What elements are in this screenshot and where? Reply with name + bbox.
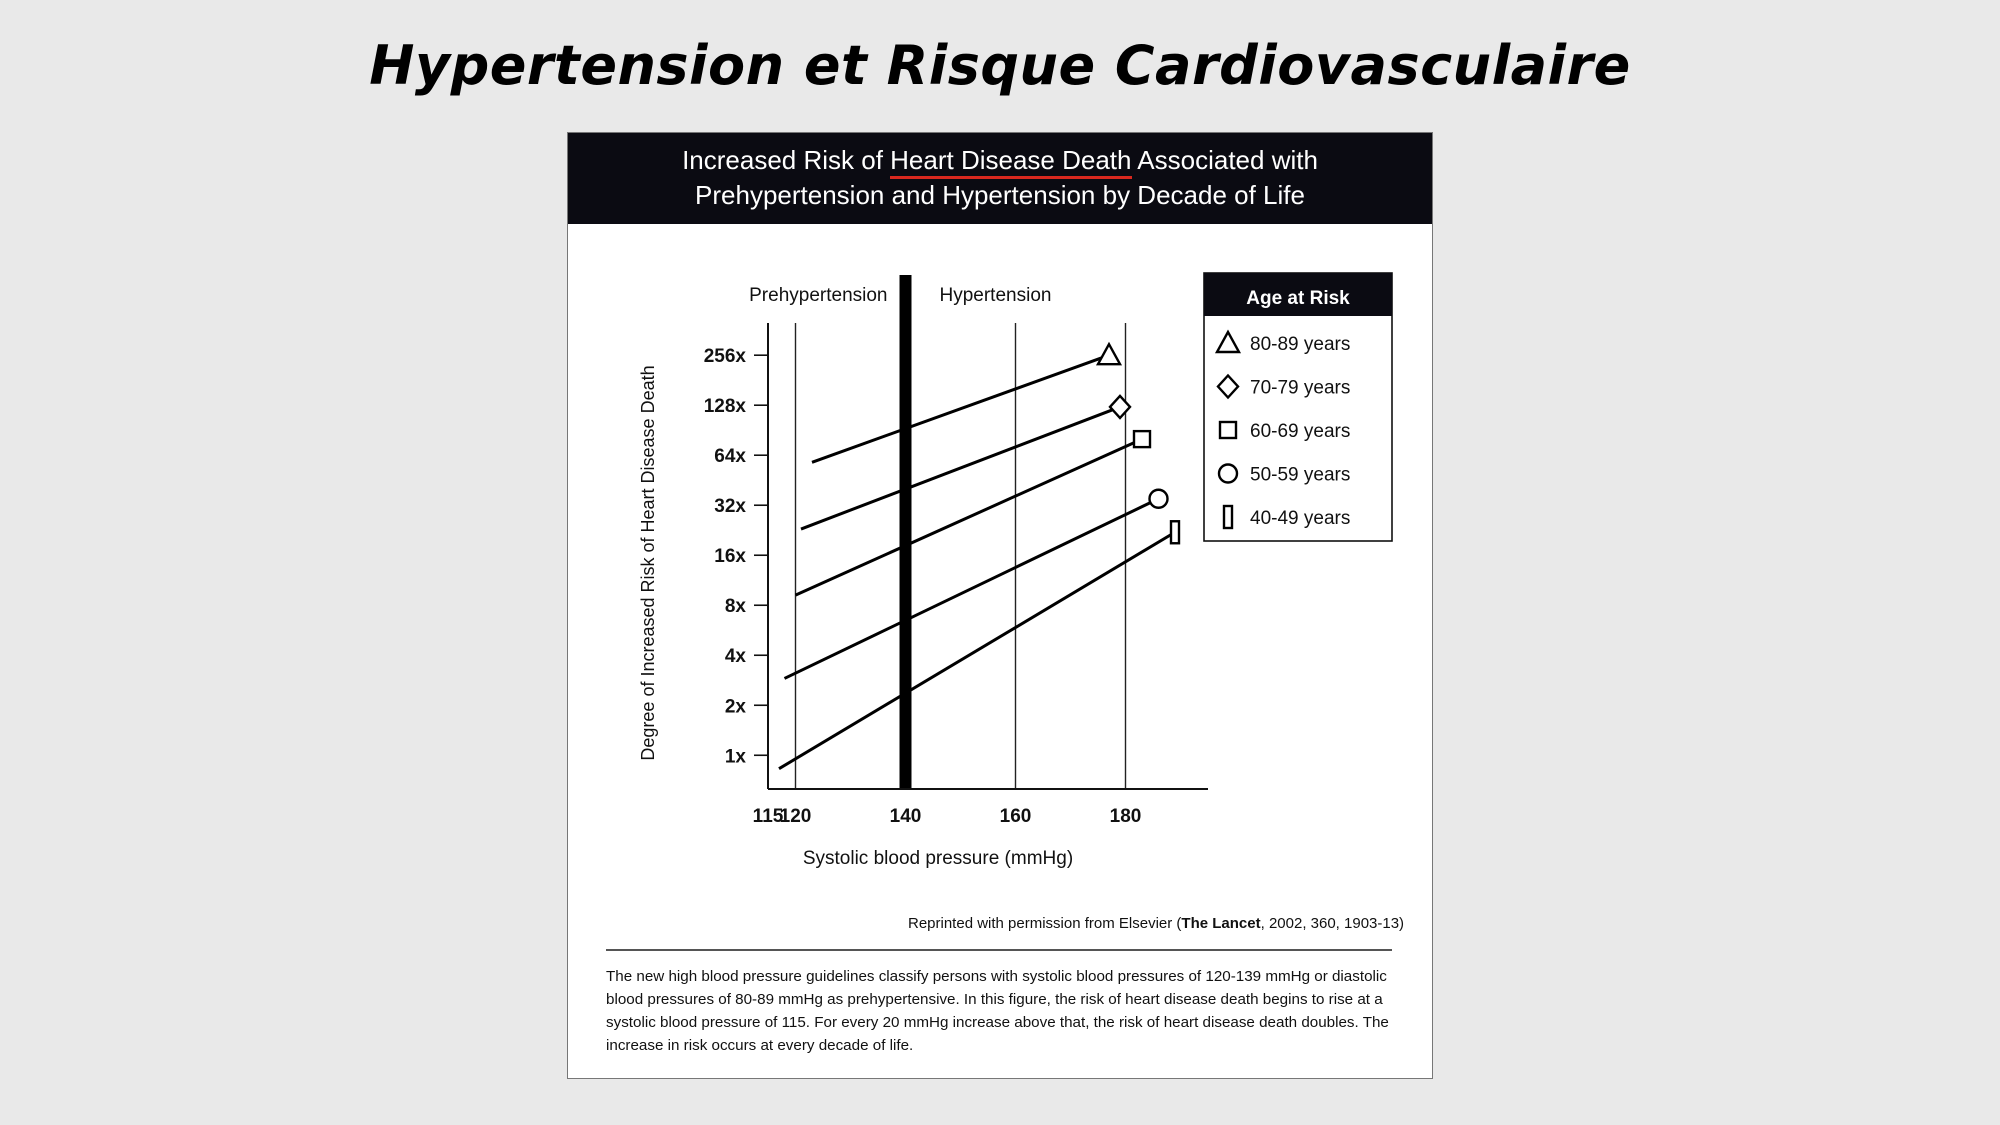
series-marker-0 [1098, 344, 1120, 364]
x-tick-label-120: 120 [779, 806, 812, 827]
y-tick-label-64: 64x [714, 446, 746, 468]
legend-label-4: 40-49 years [1250, 508, 1351, 529]
header-text-pre: Increased Risk of [682, 145, 891, 175]
series-marker-3 [1150, 490, 1168, 508]
y-tick-label-2: 2x [724, 696, 746, 718]
chart-svg [568, 133, 1434, 913]
header-text-post: Associated with [1131, 145, 1318, 175]
series-line-1 [801, 407, 1120, 529]
credit-journal: The Lancet [1181, 915, 1261, 932]
threshold-bar [900, 275, 912, 789]
series-line-0 [812, 355, 1109, 462]
y-axis-label: Degree of Increased Risk of Heart Disease Death [638, 365, 658, 761]
figure-header-line2: Prehypertension and Hypertension by Decade of Life [695, 180, 1305, 210]
legend-title: Age at Risk [1246, 288, 1350, 309]
series-line-4 [779, 532, 1175, 768]
legend-marker-3 [1219, 465, 1237, 483]
region-label-hypertension: Hypertension [939, 285, 1052, 306]
y-tick-label-8: 8x [724, 596, 746, 618]
legend-label-1: 70-79 years [1250, 377, 1351, 399]
y-tick-label-32: 32x [714, 496, 746, 518]
region-label-prehypertension: Prehypertension [749, 285, 888, 306]
footnote-text: The new high blood pressure guidelines classify persons with systolic blood pressures of 120-139 mmHg or diastolic blood pressures of 80-89 mmHg as prehypertensive. In this figure, the risk of heart disease death begins to rise at a systolic blood pressure of 115. For every 20 mmHg increase above that, the risk of heart disease death doubles. The increase in risk occurs at every decade of life. [606, 968, 1389, 1054]
figure-card [567, 132, 1433, 1079]
x-axis-label: Systolic blood pressure (mmHg) [802, 848, 1074, 869]
series-marker-1 [1110, 396, 1130, 418]
legend-marker-2 [1220, 422, 1236, 438]
legend-label-2: 60-69 years [1250, 421, 1351, 442]
series-line-3 [785, 499, 1159, 679]
credit-pre: Reprinted with permission from Elsevier ( [908, 915, 1182, 932]
y-tick-label-1: 1x [724, 746, 746, 768]
header-highlight: Heart Disease Death [890, 145, 1131, 179]
y-tick-label-256: 256x [703, 346, 746, 368]
y-tick-label-16: 16x [714, 546, 746, 568]
series-line-2 [796, 439, 1143, 595]
slide-title: Hypertension et Risque Cardiovasculaire [369, 34, 1631, 97]
x-tick-label-115: 115 [752, 806, 784, 827]
series-marker-2 [1134, 431, 1150, 447]
y-tick-label-4: 4x [724, 646, 746, 668]
x-tick-label-140: 140 [889, 806, 922, 827]
x-tick-label-180: 180 [1109, 806, 1142, 827]
legend-label-0: 80-89 years [1250, 334, 1351, 355]
series-marker-4 [1171, 521, 1179, 543]
y-tick-label-128: 128x [703, 396, 746, 418]
footnote-divider [606, 949, 1392, 951]
legend-marker-4 [1224, 506, 1232, 528]
x-tick-label-160: 160 [999, 806, 1032, 827]
credit-line [908, 915, 1408, 932]
legend-label-3: 50-59 years [1250, 464, 1351, 486]
credit-post: , 2002, 360, 1903-13) [1260, 915, 1405, 932]
